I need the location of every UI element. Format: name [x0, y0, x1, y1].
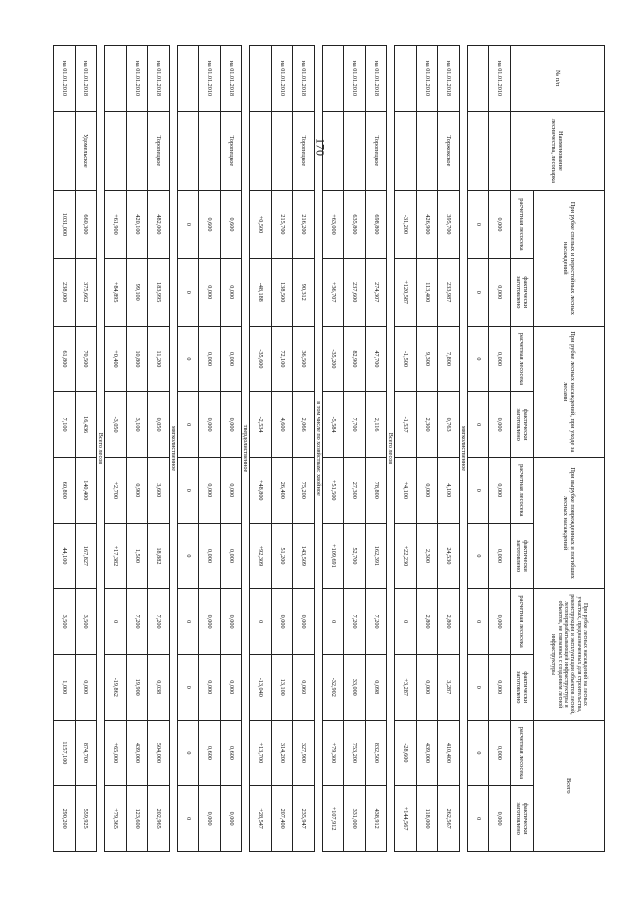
table-cell: 0	[177, 786, 199, 852]
table-cell: +120,587	[395, 258, 417, 326]
table-cell: 0	[177, 191, 199, 259]
table-cell: -1,500	[395, 326, 417, 392]
table-cell: 0	[177, 457, 199, 523]
table-cell: 7,200	[148, 589, 170, 655]
row-date: на 01.01.2010	[344, 46, 366, 112]
table-cell: 0,000	[220, 589, 242, 655]
row-date	[395, 46, 417, 112]
table-cell: +92,309	[250, 523, 272, 589]
table-cell: 0,600	[199, 191, 221, 259]
difference-row	[177, 46, 199, 852]
table-cell: -28,600	[395, 720, 417, 786]
table-cell: +109,691	[322, 523, 344, 589]
table-cell: 3,500	[54, 589, 76, 655]
table-cell: -19,862	[105, 654, 127, 720]
table-cell: 233,987	[438, 258, 460, 326]
table-cell: 438,912	[365, 786, 387, 852]
row-date: на 01.01.2018	[75, 46, 97, 112]
row-forestry-name	[467, 111, 489, 190]
row-date	[250, 46, 272, 112]
table-cell: 216,200	[293, 191, 315, 259]
table-cell: 70,500	[75, 326, 97, 392]
table-cell: 2,116	[365, 392, 387, 458]
table-cell: +3,287	[395, 654, 417, 720]
row-date: на 01.01.2018	[293, 46, 315, 112]
table-cell: 4,100	[438, 457, 460, 523]
row-forestry-name	[54, 111, 76, 190]
table-cell: 10,800	[126, 326, 148, 392]
table-cell: +65,000	[105, 720, 127, 786]
table-cell: 0,000	[220, 457, 242, 523]
table-cell: 36,500	[293, 326, 315, 392]
table-cell: 0	[467, 392, 489, 458]
row-date: на 01.01.2010	[416, 46, 438, 112]
table-cell: -2,534	[250, 392, 272, 458]
table-cell: 202,965	[148, 786, 170, 852]
subheader-calc: расчетная лесосека	[511, 589, 534, 655]
table-cell: 0,060	[293, 654, 315, 720]
forest-harvest-table	[53, 45, 605, 852]
table-row	[54, 46, 76, 852]
table-cell: 0,000	[199, 392, 221, 458]
table-cell: +63,000	[322, 191, 344, 259]
row-date: на 01.01.2010	[199, 46, 221, 112]
table-cell: +0,500	[250, 191, 272, 259]
table-cell: 16,436	[75, 392, 97, 458]
table-cell: 0,600	[199, 720, 221, 786]
table-cell: 0	[467, 786, 489, 852]
row-date: на 01.01.2010	[489, 46, 511, 112]
table-cell: 0	[105, 589, 127, 655]
section-label: мягколиственное	[459, 46, 467, 852]
table-cell: 0	[177, 326, 199, 392]
table-cell: 7,200	[126, 589, 148, 655]
table-row	[489, 46, 511, 852]
table-row	[271, 46, 293, 852]
table-cell: 0,600	[220, 191, 242, 259]
table-cell: +79,365	[105, 786, 127, 852]
section-row	[459, 46, 467, 852]
difference-row	[250, 46, 272, 852]
row-forestry-name	[322, 111, 344, 190]
rotated-table-frame	[53, 45, 605, 852]
table-cell: 18,882	[148, 523, 170, 589]
table-cell: 82,900	[344, 326, 366, 392]
subheader-calc: расчетная лесосека	[511, 191, 534, 259]
table-cell: 215,700	[271, 191, 293, 259]
table-row	[126, 46, 148, 852]
table-cell: -5,584	[322, 392, 344, 458]
table-cell: 0	[177, 392, 199, 458]
table-cell: 33,000	[344, 654, 366, 720]
table-row	[220, 46, 242, 852]
table-cell: 27,300	[344, 457, 366, 523]
table-cell: 4,600	[271, 392, 293, 458]
table-cell: 7,200	[344, 589, 366, 655]
row-forestry-name	[271, 111, 293, 190]
difference-row	[105, 46, 127, 852]
table-cell: 0	[322, 589, 344, 655]
table-cell: +0,400	[105, 326, 127, 392]
table-cell: 2,300	[416, 392, 438, 458]
table-cell: 0,000	[199, 654, 221, 720]
table-cell: 1,500	[126, 523, 148, 589]
table-cell: 410,400	[438, 720, 460, 786]
difference-row	[467, 46, 489, 852]
row-forestry-name: Торопецкое	[365, 111, 387, 190]
table-cell: 0,098	[365, 654, 387, 720]
table-cell: 0,050	[148, 392, 170, 458]
row-forestry-name	[395, 111, 417, 190]
table-cell: 0,000	[489, 326, 511, 392]
table-cell: 238,000	[54, 258, 76, 326]
table-cell: 44,100	[54, 523, 76, 589]
subheader-fact: фактически заготовлено	[511, 258, 534, 326]
table-cell: 3,600	[148, 457, 170, 523]
row-date: на 01.01.2010	[126, 46, 148, 112]
header-group-total: Всего	[534, 720, 605, 851]
table-cell: 0	[467, 191, 489, 259]
table-cell: 0,000	[199, 786, 221, 852]
section-row	[387, 46, 395, 852]
header-name: Наименование лесничества, лесопарка	[511, 111, 605, 190]
row-date	[467, 46, 489, 112]
table-cell: 327,900	[293, 720, 315, 786]
subheader-fact: фактически заготовлено	[511, 523, 534, 589]
table-cell: 0,000	[416, 654, 438, 720]
table-cell: 2,800	[416, 589, 438, 655]
table-cell: 24,530	[438, 523, 460, 589]
table-cell: 0,000	[489, 258, 511, 326]
table-cell: 0,038	[148, 654, 170, 720]
table-cell: +4,100	[395, 457, 417, 523]
table-cell: 183,995	[148, 258, 170, 326]
table-cell: 7,700	[344, 392, 366, 458]
table-cell: 0,000	[199, 326, 221, 392]
table-cell: 0,000	[489, 654, 511, 720]
table-cell: 72,100	[271, 326, 293, 392]
table-cell: 0	[177, 654, 199, 720]
table-cell: 60,800	[54, 457, 76, 523]
row-forestry-name: Торопецкое	[293, 111, 315, 190]
table-cell: +22,230	[395, 523, 417, 589]
table-cell: 0,000	[293, 589, 315, 655]
table-cell: 559,925	[75, 786, 97, 852]
table-cell: 52,700	[344, 523, 366, 589]
subheader-fact: фактически заготовлено	[511, 654, 534, 720]
row-forestry-name	[250, 111, 272, 190]
table-cell: 0	[467, 457, 489, 523]
table-cell: 698,800	[365, 191, 387, 259]
table-cell: 2,300	[416, 523, 438, 589]
table-cell: -35,600	[250, 326, 272, 392]
table-cell: 0	[395, 589, 417, 655]
table-cell: 207,400	[271, 786, 293, 852]
section-row	[242, 46, 250, 852]
subheader-calc: расчетная лесосека	[511, 326, 534, 392]
table-cell: 314,200	[271, 720, 293, 786]
table-cell: 3,500	[75, 589, 97, 655]
row-date	[105, 46, 127, 112]
table-cell: -1,537	[395, 392, 417, 458]
table-cell: 482,000	[148, 191, 170, 259]
header-group-thinning: При рубке лесных насаждений, при уходе за лесами	[534, 326, 605, 457]
subheader-calc: расчетная лесосека	[511, 720, 534, 786]
table-row	[199, 46, 221, 852]
table-cell: 1157,100	[54, 720, 76, 786]
table-cell: 0	[467, 720, 489, 786]
table-cell: 874,700	[75, 720, 97, 786]
table-cell: +144,567	[395, 786, 417, 852]
difference-row	[322, 46, 344, 852]
header-group-mature: При рубке спелых и перестойных лесных насаждений	[534, 191, 605, 327]
table-row	[293, 46, 315, 852]
table-cell: 439,000	[126, 720, 148, 786]
table-row	[365, 46, 387, 852]
table-cell: 0,000	[199, 457, 221, 523]
table-cell: 0,000	[199, 523, 221, 589]
difference-row	[395, 46, 417, 852]
table-cell: 660,300	[75, 191, 97, 259]
table-cell: 832,500	[365, 720, 387, 786]
table-cell: 140,400	[75, 457, 97, 523]
row-forestry-name	[177, 111, 199, 190]
table-cell: -3,050	[105, 392, 127, 458]
table-cell: +13,700	[250, 720, 272, 786]
table-cell: 0	[467, 326, 489, 392]
table-cell: 0,600	[220, 720, 242, 786]
table-cell: 2,066	[293, 392, 315, 458]
table-cell: 420,100	[126, 191, 148, 259]
table-row	[344, 46, 366, 852]
table-cell: +36,707	[322, 258, 344, 326]
table-cell: +17,382	[105, 523, 127, 589]
section-row	[169, 46, 177, 852]
table-row	[438, 46, 460, 852]
table-cell: 3,100	[126, 392, 148, 458]
table-cell: +79,300	[322, 720, 344, 786]
table-cell: 0,000	[199, 258, 221, 326]
table-cell: 61,800	[54, 326, 76, 392]
table-cell: 237,600	[344, 258, 366, 326]
table-cell: -35,200	[322, 326, 344, 392]
table-cell: 426,900	[416, 191, 438, 259]
subheader-fact: фактически заготовлено	[511, 392, 534, 458]
section-label: Всего лесов	[387, 46, 395, 852]
table-cell: 235,947	[293, 786, 315, 852]
row-forestry-name	[344, 111, 366, 190]
table-cell: 13,100	[271, 654, 293, 720]
table-cell: 331,000	[344, 786, 366, 852]
table-cell: -32,902	[322, 654, 344, 720]
table-cell: 274,307	[365, 258, 387, 326]
table-cell: 123,600	[126, 786, 148, 852]
table-cell: 0	[177, 720, 199, 786]
table-cell: 262,567	[438, 786, 460, 852]
table-cell: 2,800	[438, 589, 460, 655]
row-forestry-name	[489, 111, 511, 190]
table-cell: 290,200	[54, 786, 76, 852]
table-cell: 7,800	[438, 326, 460, 392]
table-cell: 0,000	[199, 589, 221, 655]
table-cell: 0,000	[489, 786, 511, 852]
row-forestry-name	[105, 111, 127, 190]
table-cell: 19,900	[126, 654, 148, 720]
table-cell: 0,000	[220, 326, 242, 392]
table-cell: 395,700	[438, 191, 460, 259]
table-cell: 75,200	[293, 457, 315, 523]
table-cell: +51,500	[322, 457, 344, 523]
row-date: на 01.01.2010	[271, 46, 293, 112]
table-cell: 753,200	[344, 720, 366, 786]
table-cell: 0,000	[75, 654, 97, 720]
table-cell: 0	[467, 654, 489, 720]
section-label: мягколиственное	[169, 46, 177, 852]
row-forestry-name: Удомельское	[75, 111, 97, 190]
row-date: на 01.01.2018	[220, 46, 242, 112]
header-group-damaged: При вырубке поврежденных и погибших лесных насаждений	[534, 457, 605, 588]
table-cell: 0,900	[126, 457, 148, 523]
row-forestry-name	[199, 111, 221, 190]
table-cell: 99,100	[126, 258, 148, 326]
table-cell: 113,400	[416, 258, 438, 326]
table-cell: 0	[467, 258, 489, 326]
table-cell: 0	[177, 258, 199, 326]
table-cell: 9,300	[416, 326, 438, 392]
row-date: на 01.01.2010	[54, 46, 76, 112]
section-row	[314, 46, 322, 852]
table-cell: 439,000	[416, 720, 438, 786]
table-row	[148, 46, 170, 852]
table-cell: 0,000	[220, 392, 242, 458]
table-cell: 143,509	[293, 523, 315, 589]
table-cell: 11,200	[148, 326, 170, 392]
table-cell: -31,200	[395, 191, 417, 259]
row-forestry-name: Торжокское	[438, 111, 460, 190]
page-number: 170	[313, 138, 328, 156]
table-row	[416, 46, 438, 852]
table-cell: 0,000	[220, 258, 242, 326]
table-cell: 51,200	[271, 523, 293, 589]
table-row	[75, 46, 97, 852]
table-cell: 7,200	[365, 589, 387, 655]
table-cell: 78,800	[365, 457, 387, 523]
table-cell: 0,000	[271, 589, 293, 655]
table-cell: -13,040	[250, 654, 272, 720]
table-cell: 0,000	[489, 720, 511, 786]
table-cell: +28,547	[250, 786, 272, 852]
section-label: твердолиственное	[242, 46, 250, 852]
table-cell: 0	[467, 589, 489, 655]
row-date: на 01.01.2018	[438, 46, 460, 112]
table-cell: 0	[250, 589, 272, 655]
table-cell: 0	[177, 589, 199, 655]
table-cell: 26,400	[271, 457, 293, 523]
table-cell: 167,827	[75, 523, 97, 589]
table-cell: 118,000	[416, 786, 438, 852]
subheader-calc: расчетная лесосека	[511, 457, 534, 523]
row-forestry-name: Торопецкое	[148, 111, 170, 190]
table-cell: +61,900	[105, 191, 127, 259]
table-cell: 3,287	[438, 654, 460, 720]
table-cell: 0	[467, 523, 489, 589]
table-cell: 90,312	[293, 258, 315, 326]
table-cell: +84,895	[105, 258, 127, 326]
row-date: на 01.01.2018	[365, 46, 387, 112]
table-cell: 0,000	[220, 786, 242, 852]
subheader-fact: фактически заготовлено	[511, 786, 534, 852]
table-cell: 0,000	[416, 457, 438, 523]
table-cell: 0,000	[489, 523, 511, 589]
table-cell: 1031,000	[54, 191, 76, 259]
row-forestry-name	[416, 111, 438, 190]
table-cell: 162,391	[365, 523, 387, 589]
section-row	[97, 46, 105, 852]
table-cell: 0,000	[489, 457, 511, 523]
section-label: Всего лесов	[97, 46, 105, 852]
table-cell: 504,000	[148, 720, 170, 786]
header-group-infrastructure: При рубке лесных насаждений на лесных участках, предназначенных для строительства, реконструкции и эксплуатации объектов лесной, лесоперерабатывающей инфраструктуры и объектов, не связанных с созданием лесной инфраструктуры	[534, 589, 605, 720]
table-cell: 0,000	[220, 654, 242, 720]
row-date: на 01.01.2018	[148, 46, 170, 112]
table-cell: 0,000	[489, 589, 511, 655]
table-cell: +107,912	[322, 786, 344, 852]
table-cell: 0,763	[438, 392, 460, 458]
row-forestry-name	[126, 111, 148, 190]
table-cell: 635,800	[344, 191, 366, 259]
table-cell: 47,700	[365, 326, 387, 392]
header-num: № п/п	[511, 46, 605, 112]
table-cell: 138,500	[271, 258, 293, 326]
section-label: в том числе по хозяйствам: хвойное	[314, 46, 322, 852]
table-cell: 1,000	[54, 654, 76, 720]
table-cell: -48,188	[250, 258, 272, 326]
table-cell: +2,700	[105, 457, 127, 523]
row-forestry-name: Торопецкое	[220, 111, 242, 190]
table-cell: 0,000	[489, 392, 511, 458]
table-cell: 7,100	[54, 392, 76, 458]
row-date	[177, 46, 199, 112]
row-date	[322, 46, 344, 112]
table-cell: 0,000	[220, 523, 242, 589]
table-cell: 375,662	[75, 258, 97, 326]
table-cell: 0	[177, 523, 199, 589]
table-cell: +48,800	[250, 457, 272, 523]
table-cell: 0,000	[489, 191, 511, 259]
